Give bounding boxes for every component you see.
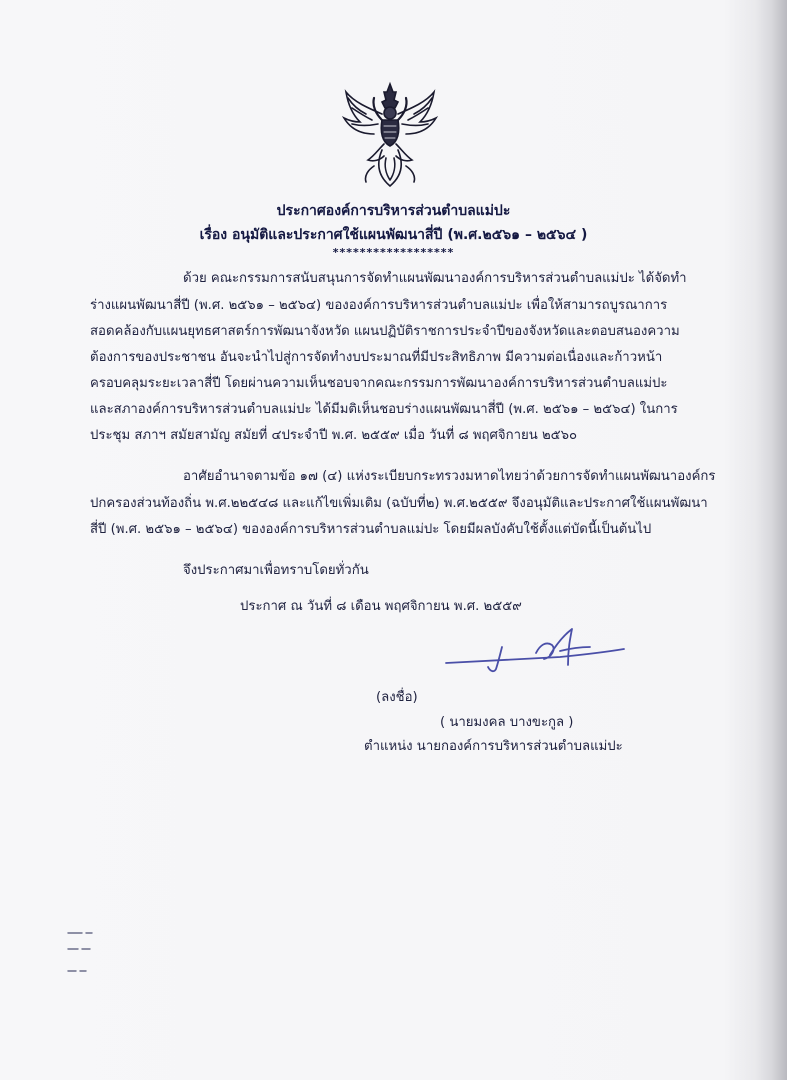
paragraph-1-line: ด้วย คณะกรรมการสนับสนุนการจัดทำแผนพัฒนาองค์การบริหารส่วนตำบลแม่ปะ ได้จัดทำ	[183, 271, 687, 286]
paragraph-1-line: ครอบคลุมระยะเวลาสี่ปี โดยผ่านความเห็นชอบจากคณะกรรมการพัฒนาองค์การบริหารส่วนตำบลแม่ปะ	[90, 376, 668, 391]
announcement-date: ประกาศ ณ วันที่ ๘ เดือน พฤศจิกายน พ.ศ. ๒๕๕๙	[240, 599, 522, 614]
stray-marks	[60, 925, 100, 980]
garuda-emblem-icon	[338, 80, 442, 192]
signatory-name: ( นายมงคล บางขะกูล )	[440, 715, 574, 730]
paragraph-1-line: ต้องการของประชาชน อันจะนำไปสู่การจัดทำงบประมาณที่มีประสิทธิภาพ มีความต่อเนื่องและก้าวหน้า	[90, 350, 663, 365]
paragraph-1-line: ร่างแผนพัฒนาสี่ปี (พ.ศ. ๒๕๖๑ – ๒๕๖๔) ขององค์การบริหารส่วนตำบลแม่ปะ เพื่อให้สามารถบูรณาการ	[90, 298, 668, 313]
paragraph-1-line: และสภาองค์การบริหารส่วนตำบลแม่ปะ ได้มีมติเห็นชอบร่างแผนพัฒนาสี่ปี (พ.ศ. ๒๕๖๑ – ๒๕๖๔) ในการ	[90, 402, 678, 417]
announcement-title: ประกาศองค์การบริหารส่วนตำบลแม่ปะ	[276, 203, 511, 219]
paragraph-2-line: สี่ปี (พ.ศ. ๒๕๖๑ – ๒๕๖๔) ขององค์การบริหารส่วนตำบลแม่ปะ โดยมีผลบังคับใช้ตั้งแต่บัดนี้เป็นต้นไป	[90, 522, 652, 537]
paragraph-1-line: สอดคล้องกับแผนยุทธศาสตร์การพัฒนาจังหวัด แผนปฏิบัติราชการประจำปีของจังหวัดและตอบสนองความ	[90, 324, 680, 339]
paragraph-1-line: ประชุม สภาฯ สมัยสามัญ สมัยที่ ๔ประจำปี พ.ศ. ๒๕๕๙ เมื่อ วันที่ ๘ พฤศจิกายน ๒๕๖๐	[90, 428, 578, 443]
closing-statement: จึงประกาศมาเพื่อทราบโดยทั่วกัน	[183, 563, 369, 578]
sign-label: (ลงชื่อ)	[376, 690, 418, 705]
signatory-position: ตำแหน่ง นายกองค์การบริหารส่วนตำบลแม่ปะ	[364, 739, 623, 754]
paragraph-2-line: ปกครองส่วนท้องถิ่น พ.ศ.๒๒๕๔๘ และแก้ไขเพิ่มเติม (ฉบับที่๒) พ.ศ.๒๕๕๙ จึงอนุมัติและประกาศใช้แผนพัฒนา	[90, 496, 708, 511]
separator-line: ******************	[332, 246, 455, 259]
paragraph-2-line: อาศัยอำนาจตามข้อ ๑๗ (๔) แห่งระเบียบกระทรวงมหาดไทยว่าด้วยการจัดทำแผนพัฒนาองค์กร	[183, 469, 716, 484]
handwritten-signature	[440, 625, 630, 675]
announcement-subject: เรื่อง อนุมัติและประกาศใช้แผนพัฒนาสี่ปี (พ.ศ.๒๕๖๑ – ๒๕๖๔ )	[199, 227, 588, 243]
